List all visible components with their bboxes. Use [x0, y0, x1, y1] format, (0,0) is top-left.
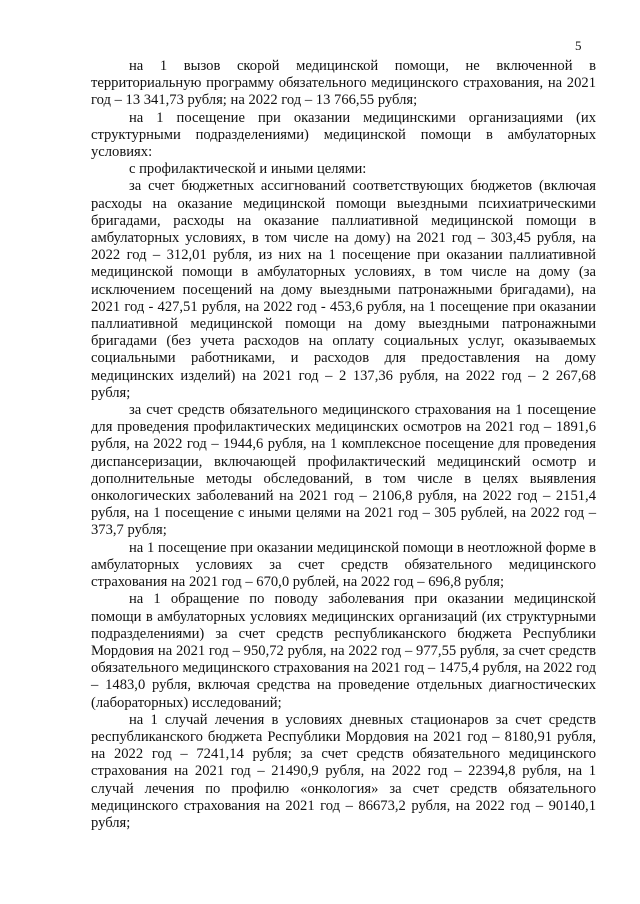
paragraph-budget-allocations: за счет бюджетных ассигнований соответствующих бюджетов (включая расходы на оказание медицинской помощи выездными психиатрическими бригадами, расходы на оказание паллиативной медицинской помощи в амбулаторных условиях, в том числе на дому) на 2021 год – 303,45 рубля, на 2022 год – 312,01 рубля, из них на 1 посещение при оказании паллиативной медицинской помощи в амбулаторных условиях, в том числе на дому (за исключением посещений на дому выездными патронажными бригадами), на 2021 год - 427,51 рубля, на 2022 год - 453,6 рубля, на 1 посещение при оказании паллиативной медицинской помощи на дому выездными патронажными бригадами (без учета расходов на оплату социальных услуг, оказываемых социальными работниками, и расходов для предоставления на дому медицинских изделий) на 2021 год – 2 137,36 рубля, на 2022 год – 2 267,68 рубля; — [91, 178, 596, 401]
paragraph-day-hospital: на 1 случай лечения в условиях дневных стационаров за счет средств республиканского бюджета Республики Мордовия на 2021 год – 8180,91 рубля, на 2022 год – 7241,14 рубля; за счет средств обязательного медицинского страхования на 2021 год – 21490,9 рубля, на 2022 год – 22394,8 рубля, на 1 случай лечения по профилю «онкология» за счет средств обязательного медицинского страхования на 2021 год – 86673,2 рубля, на 2022 год – 90140,1 рубля; — [91, 711, 596, 831]
paragraph-outpatient-visit: на 1 посещение при оказании медицинскими организациями (их структурными подразделениями) медицинской помощи в амбулаторных условиях: — [91, 109, 596, 161]
paragraph-disease-appeal: на 1 обращение по поводу заболевания при оказании медицинской помощи в амбулаторных условиях медицинских организаций (их структурными подразделениями) за счет средств республиканского бюджета Республики Мордовия на 2021 год – 950,72 рубля, на 2022 год – 977,55 рубля, за счет средств обязательного медицинского страхования на 2021 год – 1475,4 рубля, на 2022 год – 1483,0 рубля, включая средства на проведение отдельных диагностических (лабораторных) исследований; — [91, 591, 596, 711]
paragraph-ambulance-call: на 1 вызов скорой медицинской помощи, не включенной в территориальную программу обязательного медицинского страхования, на 2021 год – 13 341,73 рубля; на 2022 год – 13 766,55 рубля; — [91, 58, 596, 109]
document-body — [91, 58, 596, 832]
page-number: 5 — [575, 38, 582, 53]
paragraph-urgent-care: на 1 посещение при оказании медицинской помощи в неотложной форме в амбулаторных условиях за счет средств обязательного медицинского страхования на 2021 год – 670,0 рублей, на 2022 год – 696,8 рубля; — [91, 539, 596, 591]
paragraph-preventive-purposes: с профилактической и иными целями: — [129, 161, 367, 178]
paragraph-compulsory-insurance-visits: за счет средств обязательного медицинского страхования на 1 посещение для проведения профилактических медицинских осмотров на 2021 год – 1891,6 рубля, на 2022 год – 1944,6 рубля, на 1 комплексное посещение для проведения диспансеризации, включающей профилактический медицинский осмотр и дополнительные методы обследований, в том числе в целях выявления онкологических заболеваний на 2021 год – 2106,8 рубля, на 2022 год – 2151,4 рубля, на 1 посещение с иными целями на 2021 год – 305 рублей, на 2022 год – 373,7 рубля; — [91, 402, 596, 539]
